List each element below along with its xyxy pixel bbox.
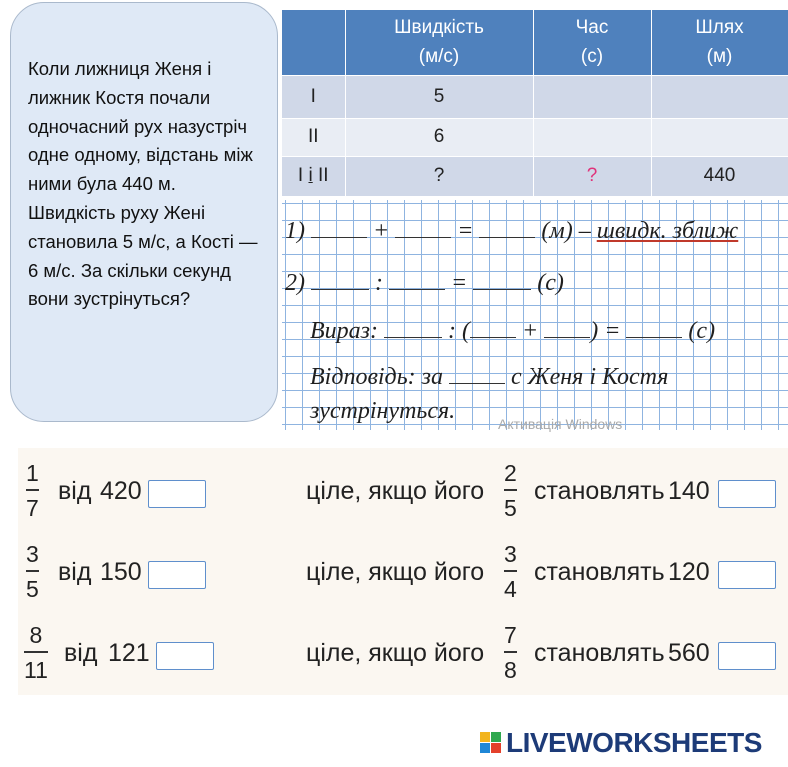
time-cell[interactable] bbox=[533, 75, 651, 118]
time-cell[interactable] bbox=[533, 118, 651, 156]
expression-line: Вираз: : ( + ) = (с) bbox=[310, 318, 716, 344]
fraction: 7 8 bbox=[504, 622, 517, 683]
fraction-bar bbox=[504, 489, 517, 491]
row-label: I bbox=[282, 75, 345, 118]
problem-text: Коли лижниця Женя і лижник Костя почали одночасний рух назустріч одне одному, відстань між ними була 440 м. Швидкість руху Жені становила 5 м/с, а Кості — 6 м/с. За скільки секунд вони зустрінуться? bbox=[28, 58, 258, 310]
solution-step-2: 2) : = (с) bbox=[285, 270, 564, 296]
exercise-row: 8 11 від 121 ціле, якщо його 7 8 становлять 560 bbox=[18, 618, 788, 690]
answer-box[interactable] bbox=[148, 480, 206, 508]
distance-cell: 440 bbox=[651, 156, 788, 196]
table-header-speed: Швидкість (м/с) bbox=[345, 10, 533, 75]
answer-box[interactable] bbox=[718, 642, 776, 670]
row-label: I і II bbox=[282, 156, 345, 196]
problem-bubble bbox=[10, 2, 278, 422]
distance-cell[interactable] bbox=[651, 118, 788, 156]
fraction-bar bbox=[504, 651, 517, 653]
table-row bbox=[282, 156, 788, 196]
blank-field[interactable] bbox=[473, 270, 531, 290]
blank-field[interactable] bbox=[311, 218, 367, 238]
motion-table bbox=[282, 10, 788, 196]
row-label: II bbox=[282, 118, 345, 156]
table-header-empty bbox=[282, 10, 345, 75]
distance-cell[interactable] bbox=[651, 75, 788, 118]
grid-workspace bbox=[282, 200, 788, 430]
blank-field[interactable] bbox=[479, 218, 535, 238]
fraction-bar bbox=[26, 489, 39, 491]
blank-field[interactable] bbox=[311, 270, 369, 290]
fraction: 1 7 bbox=[26, 460, 39, 521]
fraction: 3 4 bbox=[504, 541, 517, 602]
table-header-time: Час (с) bbox=[533, 10, 651, 75]
solution-step-1: 1) + = (м) – швидк. зближ bbox=[285, 218, 739, 244]
blank-field[interactable] bbox=[470, 318, 516, 338]
liveworksheets-logo bbox=[480, 728, 762, 758]
answer-box[interactable] bbox=[148, 561, 206, 589]
blank-field[interactable] bbox=[384, 318, 442, 338]
exercise-row: 1 7 від 420 ціле, якщо його 2 5 становлять 140 bbox=[18, 456, 788, 528]
answer-box[interactable] bbox=[718, 561, 776, 589]
blank-field[interactable] bbox=[449, 364, 505, 384]
blank-field[interactable] bbox=[395, 218, 451, 238]
fraction-bar bbox=[504, 570, 517, 572]
table-header-distance: Шлях (м) bbox=[651, 10, 788, 75]
exercise-row: 3 5 від 150 ціле, якщо його 3 4 становлять 120 bbox=[18, 537, 788, 609]
speed-cell: 5 bbox=[345, 75, 533, 118]
windows-watermark: Активація Windows bbox=[498, 416, 623, 432]
fraction-exercise bbox=[18, 448, 788, 695]
time-cell: ? bbox=[533, 156, 651, 196]
speed-cell: ? bbox=[345, 156, 533, 196]
logo-wordmark: LIVEWORKSHEETS bbox=[506, 727, 762, 758]
fraction: 3 5 bbox=[26, 541, 39, 602]
logo-cubes-icon bbox=[480, 732, 502, 754]
table-row bbox=[282, 118, 788, 156]
fraction: 2 5 bbox=[504, 460, 517, 521]
speed-cell: 6 bbox=[345, 118, 533, 156]
fraction-bar bbox=[24, 651, 48, 653]
fraction-bar bbox=[26, 570, 39, 572]
table-row bbox=[282, 75, 788, 118]
answer-box[interactable] bbox=[156, 642, 214, 670]
blank-field[interactable] bbox=[544, 318, 590, 338]
answer-line-end: зустрінуться. bbox=[310, 398, 456, 424]
answer-box[interactable] bbox=[718, 480, 776, 508]
blank-field[interactable] bbox=[626, 318, 682, 338]
blank-field[interactable] bbox=[389, 270, 445, 290]
answer-line: Відповідь: за с Женя і Костя bbox=[310, 364, 669, 390]
table-header-row bbox=[282, 10, 788, 75]
fraction: 8 11 bbox=[24, 622, 48, 683]
